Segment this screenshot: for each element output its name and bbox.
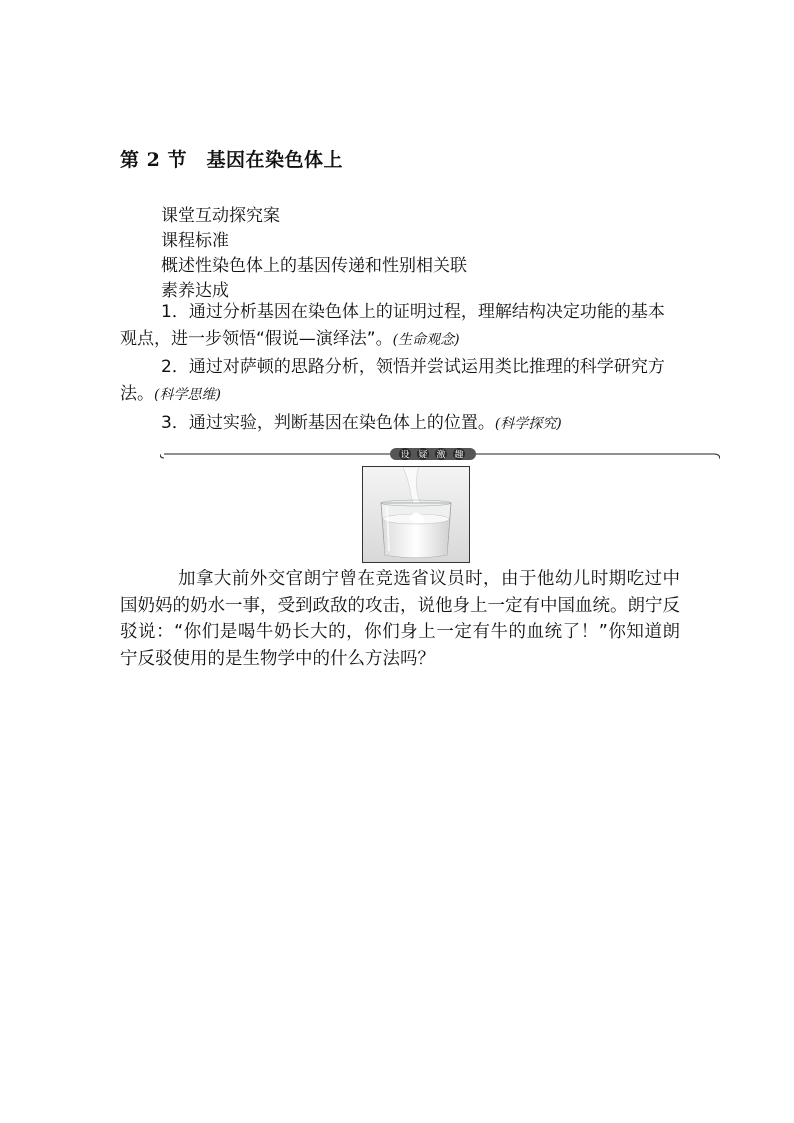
milk-glass-photo [362,466,470,563]
objective-item [120,354,680,409]
badge-char: 疑 [418,450,428,461]
objective-item [120,410,680,438]
objective-tag: (科学探究) [494,416,562,432]
objective-tag: (科学思维) [154,387,221,403]
section-divider [160,444,720,464]
heading-curriculum-standard: 课程标准 [161,231,229,251]
objective-text: 2．通过对萨顿的思路分析，领悟并尝试运用类比推理的科学研究方法。 [120,357,665,404]
heading-literacy-goals: 素养达成 [161,281,229,301]
section-title: 第 2 节 基因在染色体上 [120,149,343,171]
badge-char: 趣 [454,450,464,461]
objective-text: 3．通过实验，判断基因在染色体上的位置。 [161,413,495,433]
milk-glass-illustration [363,467,469,562]
story-paragraph: 加拿大前外交官朗宁曾在竞选省议员时，由于他幼儿时期吃过中国奶妈的奶水一事，受到政敌的攻击，说他身上一定有中国血统。朗宁反驳说：“你们是喝牛奶长大的，你们身上一定有牛的血统了！”你知道朗宁反驳使用的是生物学中的什么方法吗？ [120,569,680,669]
curriculum-standard-text: 概述性染色体上的基因传递和性别相关联 [161,256,467,276]
badge-char: 激 [436,450,446,461]
objective-text: 1．通过分析基因在染色体上的证明过程，理解结构决定功能的基本观点，进一步领悟“假说—演绎法”。 [120,302,665,349]
objective-tag: (生命观念) [392,332,460,348]
badge-char: 设 [400,450,410,461]
objective-item [120,299,680,354]
heading-class-interaction: 课堂互动探究案 [161,206,280,226]
